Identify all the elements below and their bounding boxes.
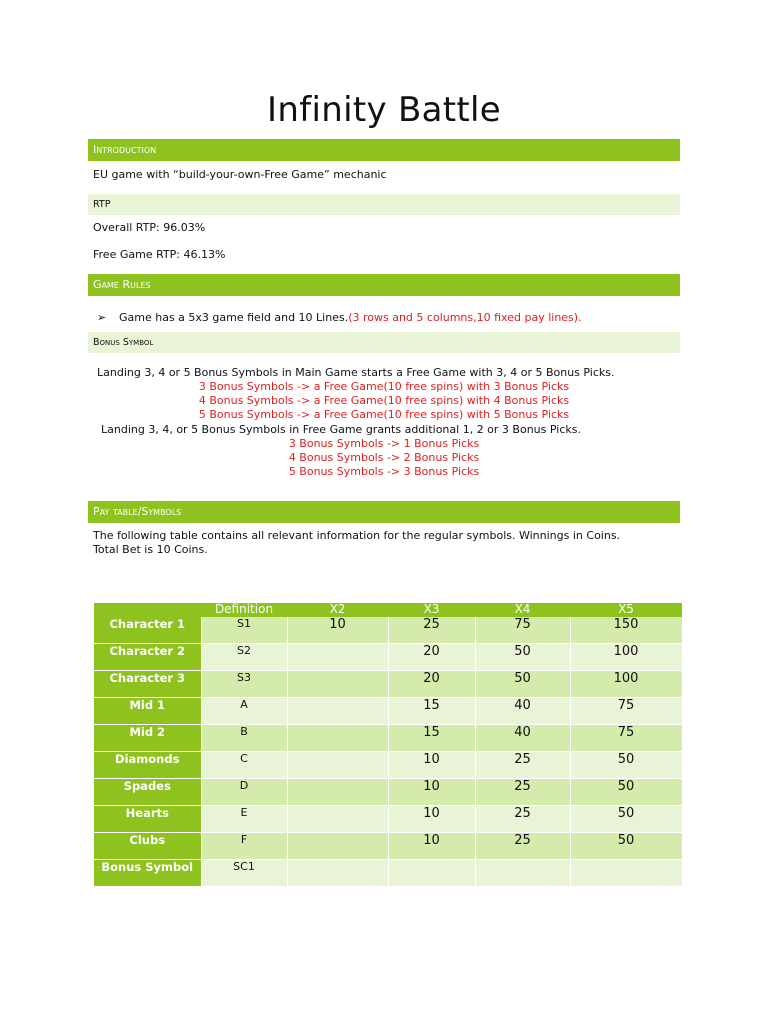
definition-cell: C	[201, 752, 287, 779]
table-row	[94, 671, 682, 698]
x3-cell: 20	[388, 671, 475, 698]
x2-cell	[287, 833, 388, 860]
table-row	[94, 833, 682, 860]
x2-cell	[287, 644, 388, 671]
x5-cell: 50	[570, 833, 682, 860]
symbol-name-cell: Character 3	[94, 671, 201, 698]
pay-table	[94, 603, 683, 886]
x2-cell	[287, 698, 388, 725]
x5-cell: 50	[570, 779, 682, 806]
x3-cell: 20	[388, 644, 475, 671]
symbol-name-cell: Bonus Symbol	[94, 860, 201, 887]
x5-cell: 50	[570, 806, 682, 833]
x4-cell: 25	[475, 779, 570, 806]
x5-cell: 100	[570, 644, 682, 671]
table-row	[94, 725, 682, 752]
section-subheading-bonus-symbol: Bonus Symbol	[88, 332, 680, 353]
x3-cell: 15	[388, 698, 475, 725]
x4-cell: 25	[475, 833, 570, 860]
bonus-free-line: 3 Bonus Symbols -> 1 Bonus Picks	[288, 437, 480, 450]
game-rules-bullet-text: Game has a 5x3 game field and 10 Lines.	[119, 311, 349, 324]
x4-cell: 50	[475, 671, 570, 698]
x3-cell: 25	[388, 617, 475, 644]
x4-cell: 40	[475, 698, 570, 725]
x5-cell: 100	[570, 671, 682, 698]
definition-cell: E	[201, 806, 287, 833]
bonus-main-line: 3 Bonus Symbols -> a Free Game(10 free spins) with 3 Bonus Picks	[198, 380, 570, 393]
symbol-name-cell: Mid 2	[94, 725, 201, 752]
section-heading-introduction: Introduction	[88, 139, 680, 161]
x4-cell: 40	[475, 725, 570, 752]
column-header: X5	[570, 603, 682, 617]
page-title: Infinity Battle	[267, 90, 501, 130]
x5-cell: 75	[570, 698, 682, 725]
definition-cell: D	[201, 779, 287, 806]
table-row	[94, 779, 682, 806]
bonus-free-intro: Landing 3, 4, or 5 Bonus Symbols in Free Game grants additional 1, 2 or 3 Bonus Picks.	[101, 423, 581, 436]
x4-cell: 25	[475, 752, 570, 779]
symbol-name-cell: Spades	[94, 779, 201, 806]
table-row	[94, 617, 682, 644]
symbol-name-cell: Character 1	[94, 617, 201, 644]
column-header: Definition	[201, 603, 287, 617]
table-row	[94, 698, 682, 725]
bonus-main-line: 4 Bonus Symbols -> a Free Game(10 free spins) with 4 Bonus Picks	[198, 394, 570, 407]
column-header	[94, 603, 201, 617]
table-row	[94, 860, 682, 887]
pay-table-header-row	[94, 603, 682, 617]
symbol-name-cell: Diamonds	[94, 752, 201, 779]
x5-cell: 75	[570, 725, 682, 752]
pay-table-description: The following table contains all relevant information for the regular symbols. Winnings in Coins.	[93, 529, 621, 542]
symbol-name-cell: Mid 1	[94, 698, 201, 725]
game-rules-bullet-red-text: (3 rows and 5 columns,10 fixed pay lines).	[348, 311, 582, 324]
x3-cell: 10	[388, 779, 475, 806]
x3-cell: 10	[388, 806, 475, 833]
x2-cell	[287, 860, 388, 887]
free-game-rtp-text: Free Game RTP: 46.13%	[93, 248, 226, 261]
x2-cell	[287, 752, 388, 779]
symbol-name-cell: Character 2	[94, 644, 201, 671]
table-row	[94, 644, 682, 671]
x4-cell	[475, 860, 570, 887]
symbol-name-cell: Hearts	[94, 806, 201, 833]
x2-cell: 10	[287, 617, 388, 644]
x3-cell: 10	[388, 833, 475, 860]
definition-cell: F	[201, 833, 287, 860]
section-heading-pay-table: Pay table/Symbols	[88, 501, 680, 523]
x2-cell	[287, 725, 388, 752]
arrow-bullet-icon: ➢	[97, 311, 107, 324]
section-subheading-rtp: RTP	[88, 194, 680, 215]
definition-cell: S3	[201, 671, 287, 698]
definition-cell: A	[201, 698, 287, 725]
x3-cell	[388, 860, 475, 887]
symbol-name-cell: Clubs	[94, 833, 201, 860]
table-row	[94, 752, 682, 779]
x5-cell: 150	[570, 617, 682, 644]
overall-rtp-text: Overall RTP: 96.03%	[93, 221, 206, 234]
column-header: X3	[388, 603, 475, 617]
bonus-main-line: 5 Bonus Symbols -> a Free Game(10 free spins) with 5 Bonus Picks	[198, 408, 570, 421]
pay-table-total-bet: Total Bet is 10 Coins.	[93, 543, 208, 556]
definition-cell: SC1	[201, 860, 287, 887]
x2-cell	[287, 671, 388, 698]
x4-cell: 50	[475, 644, 570, 671]
x3-cell: 15	[388, 725, 475, 752]
x3-cell: 10	[388, 752, 475, 779]
x4-cell: 25	[475, 806, 570, 833]
column-header: X2	[287, 603, 388, 617]
definition-cell: B	[201, 725, 287, 752]
section-heading-game-rules: Game Rules	[88, 274, 680, 296]
x5-cell	[570, 860, 682, 887]
introduction-text: EU game with “build-your-own-Free Game” mechanic	[93, 168, 387, 181]
bonus-free-line: 5 Bonus Symbols -> 3 Bonus Picks	[288, 465, 480, 478]
bonus-free-line: 4 Bonus Symbols -> 2 Bonus Picks	[288, 451, 480, 464]
column-header: X4	[475, 603, 570, 617]
definition-cell: S2	[201, 644, 287, 671]
definition-cell: S1	[201, 617, 287, 644]
game-rules-bullet	[97, 311, 582, 325]
bonus-main-intro: Landing 3, 4 or 5 Bonus Symbols in Main Game starts a Free Game with 3, 4 or 5 Bonus Picks.	[97, 366, 615, 379]
table-row	[94, 806, 682, 833]
x5-cell: 50	[570, 752, 682, 779]
x2-cell	[287, 779, 388, 806]
x2-cell	[287, 806, 388, 833]
x4-cell: 75	[475, 617, 570, 644]
